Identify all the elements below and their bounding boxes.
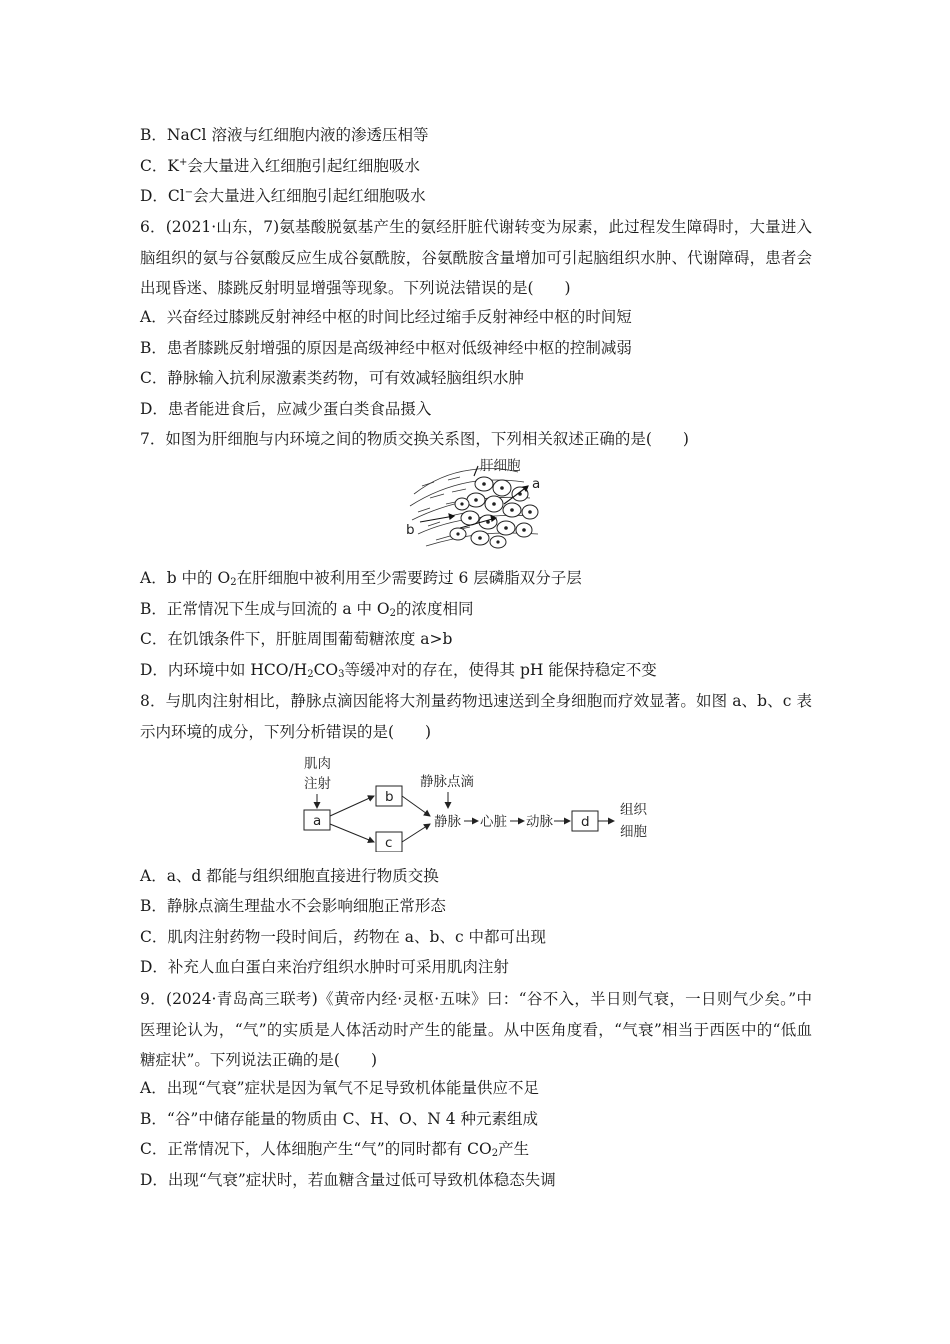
label-drip: 静脉点滴 <box>420 774 474 790</box>
liver-cell-figure <box>400 456 550 552</box>
label-b: b <box>406 522 415 538</box>
q8-option-b: B．静脉点滴生理盐水不会影响细胞正常形态 <box>140 897 446 915</box>
drug-route-svg <box>296 752 656 852</box>
q9-stem: 9．(2024·青岛高三联考)《黄帝内经·灵枢·五味》曰：“谷不入，半日则气衰，一日则气少矣。”中医理论认为，“气”的实质是人体活动时产生的能量。从中医角度看，“气衰”相当于西医中的“低血糖症状”。下列说法正确的是( ) <box>140 990 812 1069</box>
arrow-b-vein <box>402 796 430 816</box>
arrow-a-b <box>330 796 374 816</box>
label-artery: 动脉 <box>526 814 553 830</box>
q7-option-d: D．内环境中如 HCO/$H_2CO_3$等缓冲对的存在，使得其 pH 能保持稳定不变 <box>140 661 657 680</box>
q6-stem: 6．(2021·山东，7)氨基酸脱氨基产生的氨经肝脏代谢转变为尿素，此过程发生障碍时，大量进入脑组织的氨与谷氨酸反应生成谷氨酰胺，谷氨酰胺含量增加可引起脑组织水肿、代谢障碍，患者会出现昏迷、膝跳反射明显增强等现象。下列说法错误的是( ) <box>140 218 812 297</box>
arrow-c-vein <box>402 824 430 842</box>
label-c: c <box>385 835 393 851</box>
label-a: a <box>313 813 322 829</box>
q9-option-b: B．“谷”中储存能量的物质由 C、H、O、N 4 种元素组成 <box>140 1110 539 1128</box>
q5-option-c: C．K+会大量进入红细胞引起红细胞吸水 <box>140 157 420 175</box>
q7-option-c: C．在饥饿条件下，肝脏周围葡萄糖浓度 a>b <box>140 630 453 648</box>
label-liver-cell: 肝细胞 <box>480 458 521 474</box>
label-injection: 注射 <box>304 776 331 792</box>
q8-stem: 8．与肌肉注射相比，静脉点滴因能将大剂量药物迅速送到全身细胞而疗效显著。如图 a、b、c 表示内环境的成分，下列分析错误的是( ) <box>140 692 812 741</box>
q6-option-d: D．患者能进食后，应减少蛋白类食品摄入 <box>140 400 432 418</box>
q8-option-c: C．肌肉注射药物一段时间后，药物在 a、b、c 中都可出现 <box>140 928 547 946</box>
q6-option-a: A．兴奋经过膝跳反射神经中枢的时间比经过缩手反射神经中枢的时间短 <box>140 308 632 326</box>
q8-option-a: A．a、d 都能与组织细胞直接进行物质交换 <box>140 867 439 885</box>
q9-option-c: C．正常情况下，人体细胞产生“气”的同时都有 $CO_2$产生 <box>140 1140 530 1159</box>
q7-option-a: A．b 中的 $O_2$在肝细胞中被利用至少需要跨过 6 层磷脂双分子层 <box>140 569 582 588</box>
label-d: d <box>581 814 590 830</box>
label-muscle: 肌肉 <box>304 756 331 772</box>
q5-option-d: D．Cl−会大量进入红细胞引起红细胞吸水 <box>140 187 426 205</box>
q7-option-b: B．正常情况下生成与回流的 a 中 $O_2$的浓度相同 <box>140 600 474 619</box>
label-cell: 细胞 <box>620 824 647 840</box>
q6-option-c: C．静脉输入抗利尿激素类药物，可有效减轻脑组织水肿 <box>140 369 524 387</box>
q6-option-b: B．患者膝跳反射增强的原因是高级神经中枢对低级神经中枢的控制减弱 <box>140 339 632 357</box>
label-b: b <box>385 789 394 805</box>
label-heart: 心脏 <box>480 814 507 830</box>
liver-tissue-illustration <box>400 456 550 552</box>
label-a: a <box>532 476 541 492</box>
arrow-a-c <box>330 824 374 842</box>
q8-option-d: D．补充人血白蛋白来治疗组织水肿时可采用肌肉注射 <box>140 958 509 976</box>
label-vein: 静脉 <box>434 814 461 830</box>
q7-stem: 7．如图为肝细胞与内环境之间的物质交换关系图，下列相关叙述正确的是( ) <box>140 430 689 448</box>
q9-option-a: A．出现“气衰”症状是因为氧气不足导致机体能量供应不足 <box>140 1079 540 1097</box>
label-tissue: 组织 <box>620 802 647 818</box>
q9-option-d: D．出现“气衰”症状时，若血糖含量过低可导致机体稳态失调 <box>140 1171 556 1189</box>
q5-option-b: B．NaCl 溶液与红细胞内液的渗透压相等 <box>140 126 429 144</box>
drug-route-diagram <box>296 752 656 852</box>
